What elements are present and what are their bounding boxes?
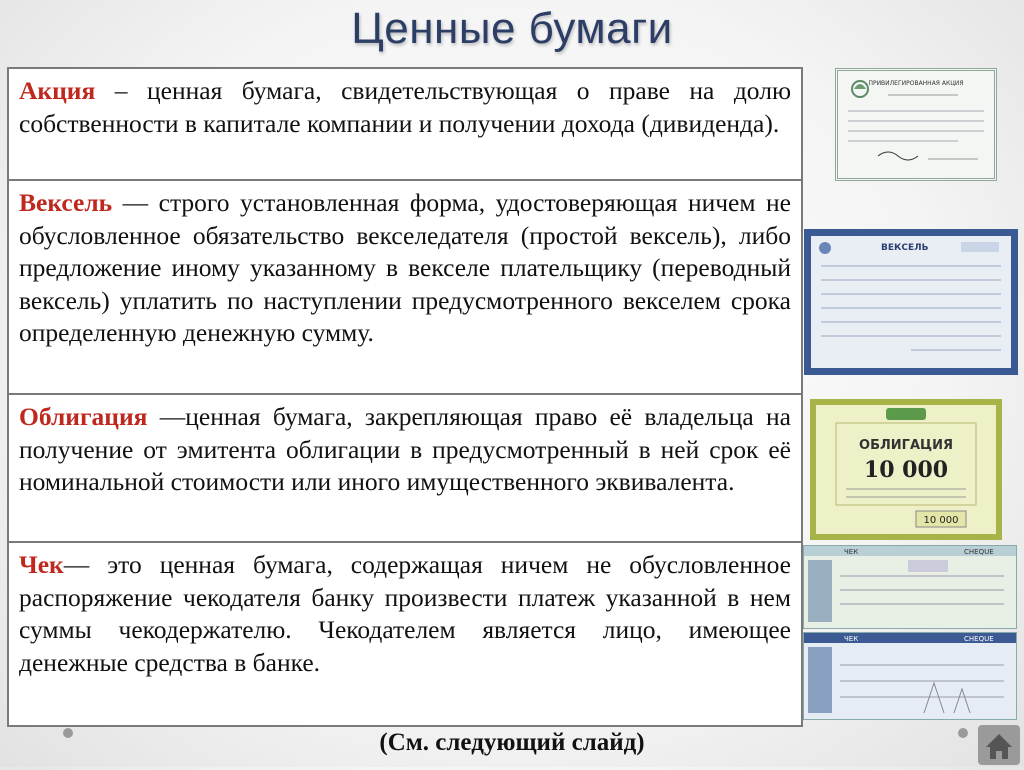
term-bond: Облигация (19, 402, 148, 431)
bond-corner-value: 10 000 (923, 515, 959, 526)
cheque-image-bottom (803, 632, 1017, 720)
term-bill: Вексель (19, 188, 113, 217)
cheque-top-label-right: CHEQUE (964, 548, 994, 556)
cheque-image-top (803, 545, 1017, 629)
cheque-bottom-drawing (804, 633, 1016, 719)
definition-bond: —ценная бумага, закрепляющая право её владельца на получение от эмитента облигации в предусмотренный в ней срок её номинальной стоимости или иного имущественного эквивалента. (19, 402, 791, 496)
definition-cheque: — это ценная бумага, содержащая ничем не обусловленное распоряжение чекодателя банку произвести платеж указанной в нем суммы чекодержателю. Чекодателем является лицо, имеющее денежные средства в банке. (19, 550, 791, 677)
row-bond (9, 395, 801, 543)
slide-title: Ценные бумаги (351, 4, 673, 53)
share-certificate-image (835, 68, 997, 181)
home-icon[interactable] (978, 725, 1020, 765)
footer-note: (См. следующий слайд) (379, 729, 645, 756)
definition-bill: — строго установленная форма, удостоверяющая ничем не обусловленное обязательство векселедателя (простой вексель), либо предложение иному указанному в векселе плательщику (переводный вексель) уплатить по наступлении предусмотренного векселем срока определенную денежную сумму. (19, 188, 791, 347)
cheque-bottom-label-left: ЧЕК (844, 635, 859, 643)
bond-certificate-drawing (816, 405, 996, 534)
bill-of-exchange-drawing (811, 236, 1011, 368)
share-heading: ПРИВИЛЕГИРОВАННАЯ АКЦИЯ (868, 80, 964, 87)
bond-value: 10 000 (863, 457, 949, 483)
definition-share: – ценная бумага, свидетельствующая о праве на долю собственности в капитале компании и получении дохода (дивиденда). (19, 76, 791, 138)
row-bill (9, 181, 801, 395)
cheque-top-drawing (804, 546, 1016, 628)
bill-heading: ВЕКСЕЛЬ (881, 243, 929, 253)
cheque-bottom-label-right: CHEQUE (964, 635, 994, 643)
row-cheque (9, 543, 801, 725)
bond-heading: ОБЛИГАЦИЯ (859, 438, 953, 453)
bill-of-exchange-image (804, 229, 1018, 375)
definitions-table (7, 67, 803, 727)
term-share: Акция (19, 76, 96, 105)
bond-certificate-image (810, 399, 1002, 540)
term-cheque: Чек (19, 550, 64, 579)
row-share (9, 69, 801, 181)
share-certificate-drawing (838, 71, 994, 178)
cheque-top-label-left: ЧЕК (844, 548, 859, 556)
